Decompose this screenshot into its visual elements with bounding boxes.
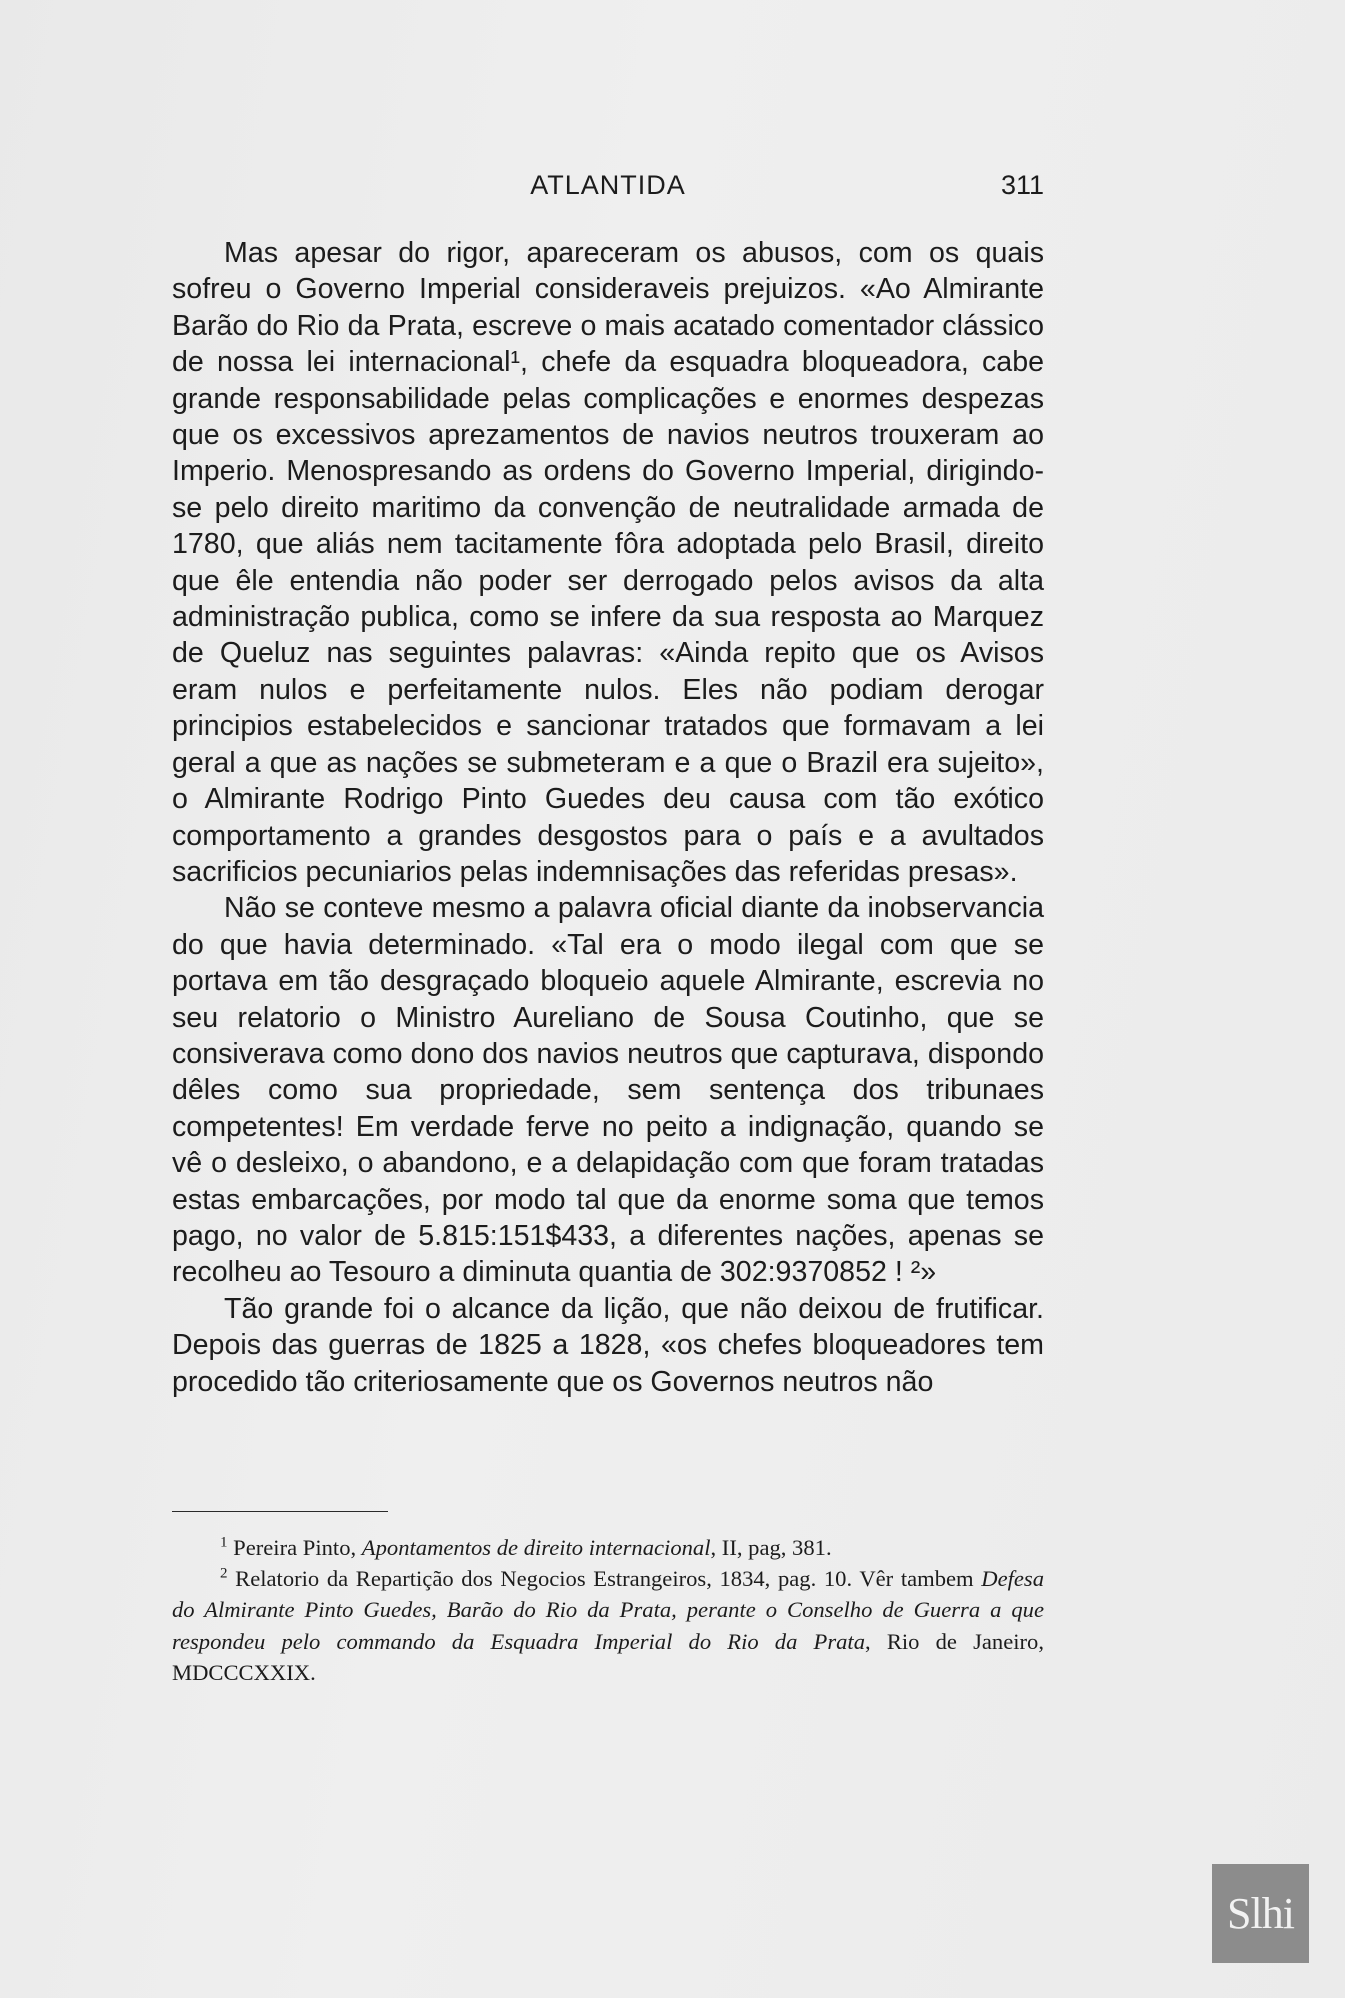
footnotes	[172, 1532, 1044, 1688]
footnote-mark: 2	[220, 1565, 228, 1582]
library-logo	[1212, 1864, 1309, 1963]
footnote-title: Defesa do Almirante Pinto Guedes, Barão do Rio da Prata, perante o Conselho de Guerra a que respondeu pelo commando da Esquadra Imperial do Rio da Prata	[172, 1566, 1044, 1654]
running-head	[172, 168, 1044, 208]
library-logo-text: Slhi	[1227, 1889, 1294, 1938]
page-number: 311	[1000, 170, 1044, 200]
footnote	[172, 1532, 1044, 1563]
footnote-text: Relatorio da Repartição dos Negocios Estrangeiros, 1834, pag. 10. Vêr tambem	[235, 1566, 982, 1592]
footnote-title: Apontamentos de direito internacional	[361, 1535, 711, 1560]
footnote-mark: 1	[220, 1534, 228, 1551]
paragraph: Não se conteve mesmo a palavra oficial diante da inobservancia do que havia determinado. «Tal era o modo ilegal com que se portava em tão desgraçado bloqueio aquele Almirante, escrevia no seu relatorio o Ministro Aureliano de Sousa Coutinho, que se consiverava como dono dos navios neutros que capturava, dispondo dêles como sua propriedade, sem sentença dos tribunaes competentes! Em verdade ferve no peito a indignação, quando se vê o desleixo, o abandono, e a delapidação com que foram tratadas estas embarcações, por modo tal que da enorme soma que temos pago, no valor de 5.815:151$433, a diferentes nações, apenas se recolheu ao Tesouro a diminuta quantia de 302:9370852 ! ²»	[172, 892, 1044, 1289]
footnote-text: Pereira Pinto,	[233, 1535, 362, 1560]
footnote-text: , Rio de Janeiro, MDCCCXXIX.	[172, 1628, 1044, 1685]
body-text	[172, 235, 1044, 1400]
running-title: ATLANTIDA	[530, 170, 686, 200]
paragraph: Tão grande foi o alcance da lição, que não deixou de frutificar. Depois das guerras de 1825 a 1828, «os chefes bloqueadores tem procedido tão criteriosamente que os Governos neutros não	[172, 1292, 1044, 1398]
footnote-text: , II, pag, 381.	[710, 1535, 832, 1560]
paragraph: Mas apesar do rigor, apareceram os abusos, com os quais sofreu o Governo Imperial consideraveis prejuizos. «Ao Almirante Barão do Rio da Prata, escreve o mais acatado comentador clássico de nossa lei internacional¹, chefe da esquadra bloqueadora, cabe grande responsabilidade pelas complicações e enormes despezas que os excessivos aprezamentos de navios neutros trouxeram ao Imperio. Menospresando as ordens do Governo Imperial, dirigindo-se pelo direito maritimo da convenção de neutralidade armada de 1780, que aliás nem tacitamente fôra adoptada pelo Brasil, direito que êle entendia não poder ser derrogado pelos avisos da alta administração publica, como se infere da sua resposta ao Marquez de Queluz nas seguintes palavras: «Ainda repito que os Avisos eram nulos e perfeitamente nulos. Eles não podiam derogar principios estabelecidos e sancionar tratados que formavam a lei geral a que as nações se submeteram e a que o Brazil era sujeito», o Almirante Rodrigo Pinto Guedes deu causa com tão exótico comportamento a grandes desgostos para o país e a avultados sacrificios pecuniarios pelas indemnisações das referidas presas».	[172, 237, 1044, 888]
footnote	[172, 1563, 1044, 1688]
footnote-divider	[172, 1511, 388, 1512]
